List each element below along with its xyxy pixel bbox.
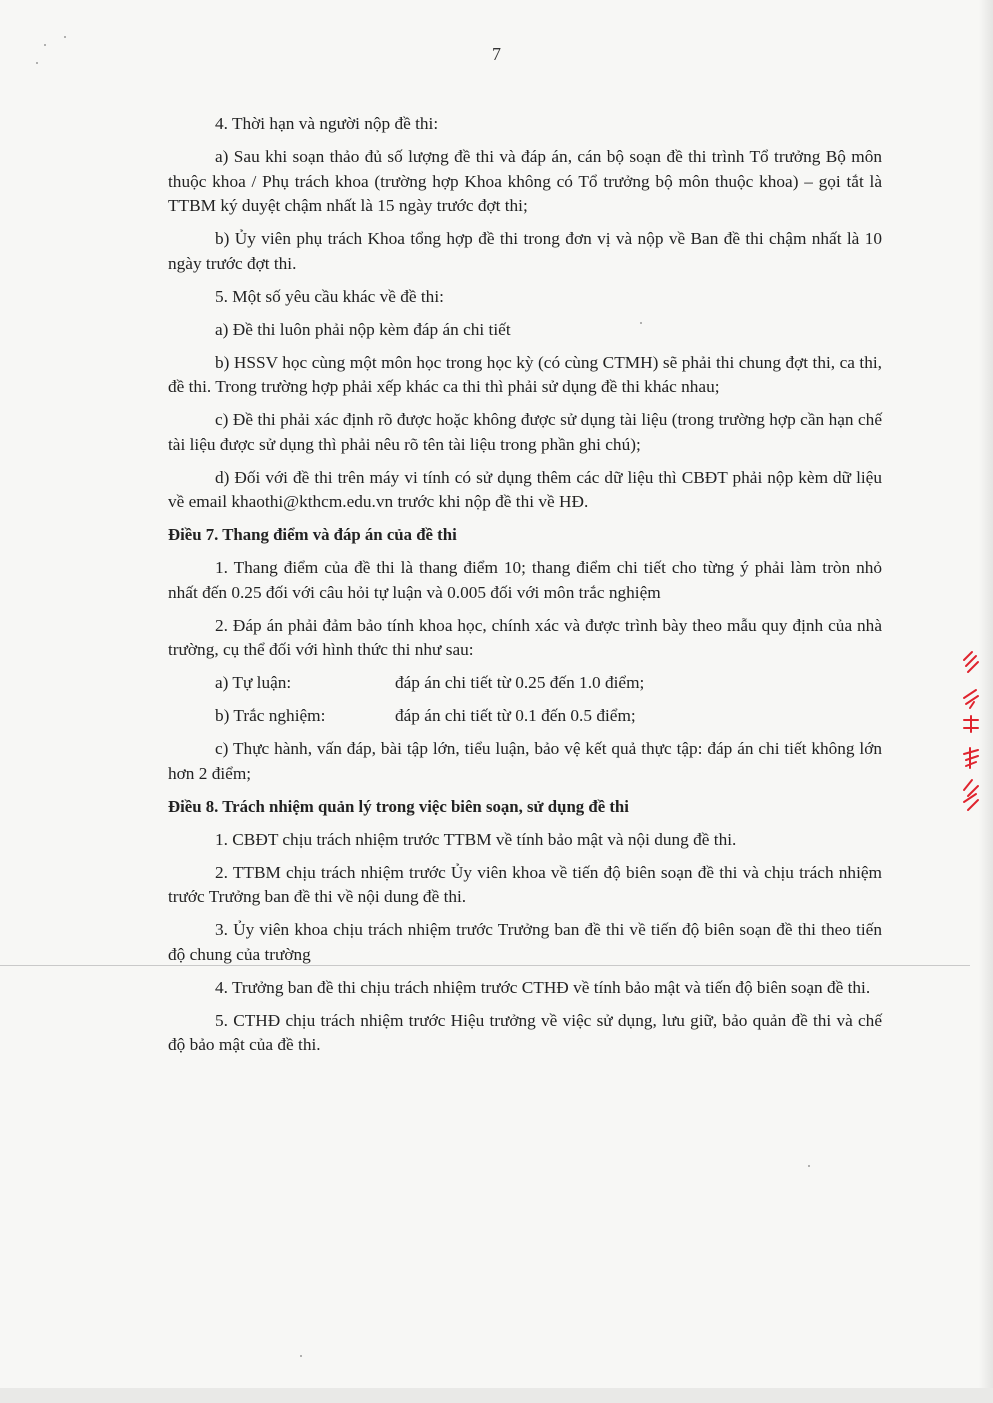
- score-row-label: a) Tự luận:: [215, 673, 292, 692]
- scan-speck: [300, 1355, 302, 1357]
- scan-fold-line: [0, 965, 970, 966]
- section-5b: b) HSSV học cùng một môn học trong học kỳ (có cùng CTMH) sẽ phải thi chung đợt thi, ca thi, đề thi. Trong trường hợp phải xếp khác ca thi thì phải sử dụng đề thi khác nhau;: [168, 352, 882, 396]
- section-5c: c) Đề thi phải xác định rõ được hoặc không được sử dụng tài liệu (trong trường hợp cần hạn chế tài liệu được sử dụng thì phải nêu rõ tên tài liệu trong phần ghi chú);: [168, 410, 882, 454]
- article-8-item-1: 1. CBĐT chịu trách nhiệm trước TTBM về tính bảo mật và nội dung đề thi.: [215, 829, 737, 849]
- article-7-p1: 1. Thang điểm của đề thi là thang điểm 10; thang điểm chi tiết cho từng ý phải làm tròn nhỏ nhất đến 0.25 đối với câu hỏi tự luận và 0.005 đối với môn trắc nghiệm: [168, 558, 882, 602]
- article-8-heading: Điều 8. Trách nhiệm quản lý trong việc biên soạn, sử dụng đề thi: [168, 796, 629, 816]
- document-body: [168, 112, 882, 1066]
- article-8-item-4: 4. Trưởng ban đề thi chịu trách nhiệm trước CTHĐ về tính bảo mật và tiến độ biên soạn đề thi.: [215, 977, 871, 997]
- section-5d: d) Đối với đề thi trên máy vi tính có sử dụng thêm các dữ liệu thì CBĐT phải nộp kèm dữ liệu về email khaothi@kthcm.edu.vn trước khi nộp đề thi về HĐ.: [168, 467, 882, 511]
- page-number: 7: [492, 44, 501, 64]
- article-7-p3: c) Thực hành, vấn đáp, bài tập lớn, tiểu luận, bảo vệ kết quả thực tập: đáp án chi tiết không lớn hơn 2 điểm;: [168, 739, 882, 783]
- article-7-p2: 2. Đáp án phải đảm bảo tính khoa học, chính xác và được trình bày theo mẫu quy định của nhà trường, cụ thể đối với hình thức thi như sau:: [168, 615, 882, 659]
- scan-speck: [640, 322, 642, 324]
- section-4a: a) Sau khi soạn thảo đủ số lượng đề thi và đáp án, cán bộ soạn đề thi trình Tổ trưởng Bộ môn thuộc khoa / Phụ trách khoa (trường hợp Khoa không có Tổ trưởng bộ môn thuộc khoa) – gọi tắt là TTBM ký duyệt chậm nhất là 15 ngày trước đợt thi;: [168, 147, 882, 215]
- article-8-item-2: 2. TTBM chịu trách nhiệm trước Ủy viên khoa về tiến độ biên soạn đề thi và chịu trách nhiệm trước Trưởng ban đề thi về nội dung đề thi.: [168, 862, 882, 906]
- section-4-title: 4. Thời hạn và người nộp đề thi:: [215, 114, 439, 133]
- scan-speck: [808, 1165, 810, 1167]
- score-row-essay: [215, 671, 882, 696]
- article-7-heading: Điều 7. Thang điểm và đáp án của đề thi: [168, 525, 457, 544]
- score-row-label: b) Trắc nghiệm:: [215, 706, 326, 725]
- score-row-multiple-choice: [215, 704, 882, 729]
- article-8-item-3: 3. Ủy viên khoa chịu trách nhiệm trước Trưởng ban đề thi về tiến độ biên soạn đề thi theo tiến độ chung của trường: [168, 920, 882, 964]
- section-4b: b) Ủy viên phụ trách Khoa tổng hợp đề thi trong đơn vị và nộp về Ban đề thi chậm nhất là 10 ngày trước đợt thi.: [168, 229, 882, 273]
- scan-speck: [64, 36, 66, 38]
- section-5-title: 5. Một số yêu cầu khác về đề thi:: [215, 286, 444, 306]
- score-row-value: đáp án chi tiết từ 0.25 đến 1.0 điểm;: [395, 673, 645, 692]
- scan-speck: [36, 62, 38, 64]
- score-row-value: đáp án chi tiết từ 0.1 đến 0.5 điểm;: [395, 706, 636, 725]
- page-bottom-edge: [0, 1388, 993, 1403]
- section-5a: a) Đề thi luôn phải nộp kèm đáp án chi tiết: [215, 319, 511, 339]
- red-stamp-mark: [958, 650, 986, 820]
- article-8-item-5: 5. CTHĐ chịu trách nhiệm trước Hiệu trưởng về việc sử dụng, lưu giữ, bảo quản đề thi và chế độ bảo mật của đề thi.: [168, 1010, 882, 1054]
- scan-speck: [44, 44, 46, 46]
